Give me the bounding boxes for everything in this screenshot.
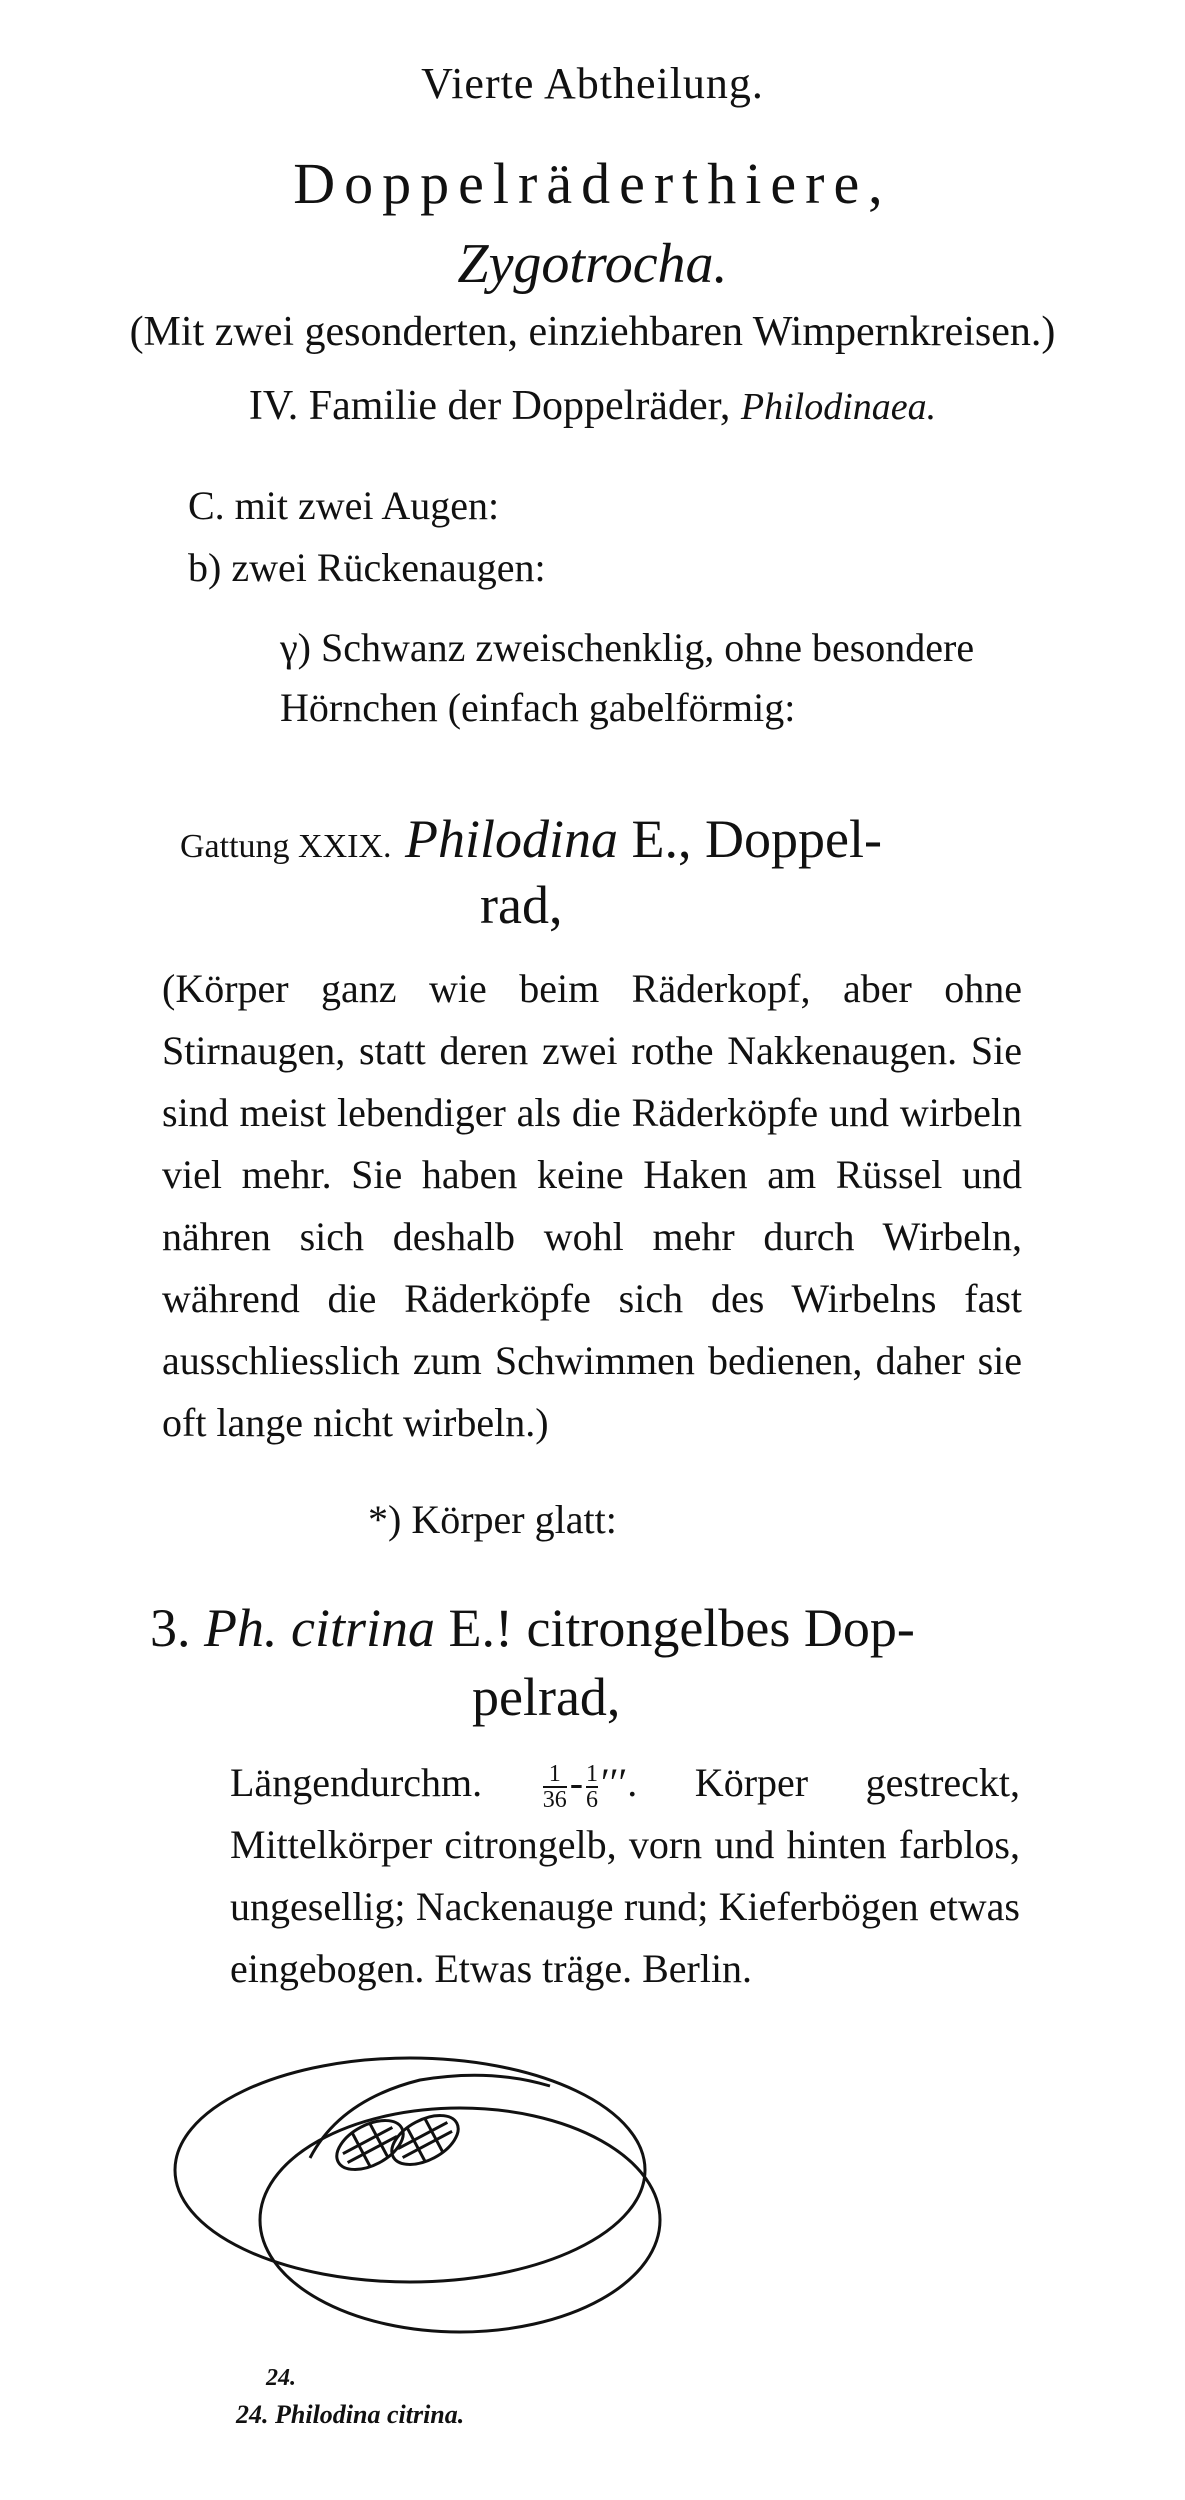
genus-heading: [180, 808, 1060, 878]
genus-name: Philodina: [405, 809, 619, 869]
family-prefix: IV. Familie der Doppelräder,: [248, 383, 731, 429]
genus-prefix: Gattung XXIX.: [180, 828, 392, 865]
family-heading: [0, 382, 1185, 430]
figure-caption: 24. Philodina citrina.: [236, 2400, 465, 2429]
page-title-latin: Zygotrocha.: [457, 233, 728, 295]
genus-common-1: Doppel-: [705, 809, 882, 869]
body-outline-outer: [175, 2058, 645, 2282]
subgroup-heading: *) Körper glatt:: [368, 1497, 617, 1542]
key-b: b) zwei Rückenaugen:: [188, 545, 546, 590]
genus-description: (Körper ganz wie beim Räderkopf, aber ohne Stirnaugen, statt deren zwei rothe Nakkenaugen. Sie sind meist lebendiger als die Räderköpfe und wirbeln viel mehr. Sie haben keine Haken am Rüssel und nähren sich deshalb wohl mehr durch Wirbeln, während die Räderköpfe sich des Wirbelns fast ausschliesslich zum Schwimmen bedienen, daher sie oft lange nicht wirbeln.): [162, 966, 1022, 1445]
key-c: C. mit zwei Augen:: [188, 483, 500, 528]
key-gamma: γ) Schwanz zweischenklig, ohne besondere Hörnchen (einfach gabelförmig:: [280, 625, 975, 730]
page-title: Doppelräderthiere,: [293, 151, 892, 216]
species-author: E.!: [448, 1598, 513, 1658]
fraction-2-denominator: 6: [586, 1786, 599, 1813]
genus-common-2: rad,: [480, 875, 563, 935]
species-common-2: pelrad,: [472, 1667, 621, 1727]
size-suffix: ′′′. Körper gestreckt, Mittelkörper citrongelb, vorn und hinten farblos, ungesellig; Nackenauge rund; Kieferbögen etwas eingebogen. Etwas träge. Berlin.: [230, 1760, 1021, 1991]
species-name: Ph. citrina: [204, 1598, 435, 1658]
subtitle: (Mit zwei gesonderten, einziehbaren Wimpernkreisen.): [129, 309, 1056, 355]
fraction-1-denominator: 36: [542, 1786, 567, 1813]
species-number: 3.: [150, 1598, 191, 1658]
species-common-1: citrongelbes Dop-: [526, 1598, 915, 1658]
section-heading: Vierte Abtheilung.: [421, 59, 764, 108]
size-prefix: Längendurchm.: [230, 1760, 483, 1805]
figure-number: 24.: [266, 2365, 296, 2391]
size-fraction-2: [586, 1762, 598, 1812]
species-description: [230, 1752, 1020, 2000]
species-heading: [150, 1596, 1030, 1660]
fraction-1-numerator: 1: [543, 1762, 567, 1788]
rotifer-illustration: [160, 2040, 800, 2360]
wheel-organ-right: [384, 2105, 466, 2174]
size-fraction-1: [543, 1762, 567, 1812]
fraction-2-numerator: 1: [586, 1760, 599, 1787]
family-latin: Philodinaea.: [740, 386, 937, 428]
genus-author: E.,: [631, 809, 692, 869]
size-dash: -: [569, 1760, 584, 1805]
